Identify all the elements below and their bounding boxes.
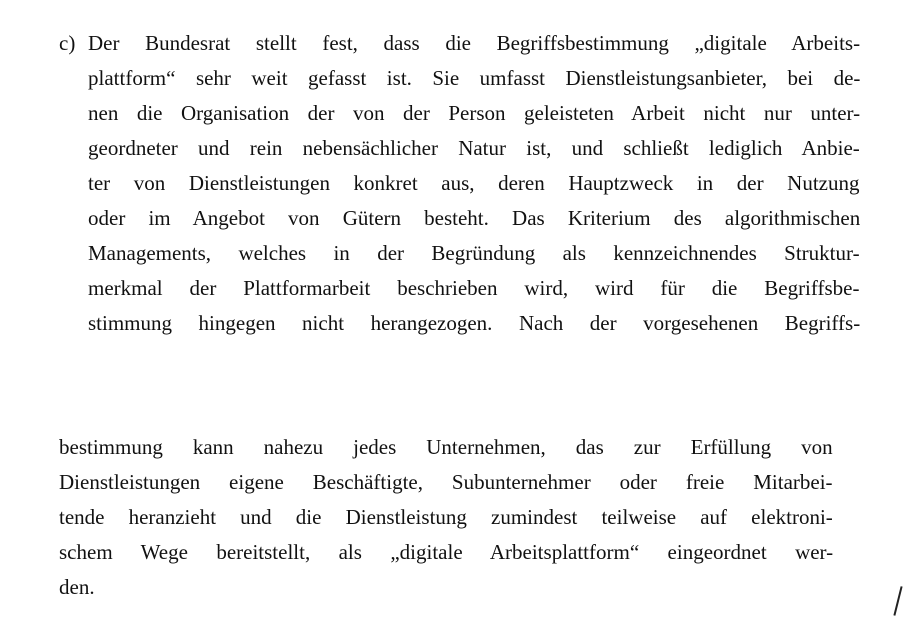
- text-line: tende heranzieht und die Dienstleistung zumindest teilweise auf elektroni-: [59, 505, 833, 529]
- text-line: geordneter und rein nebensächlicher Natur ist, und schließt lediglich Anbie-: [88, 136, 860, 160]
- text-line: bestimmung kann nahezu jedes Unternehmen, das zur Erfüllung von: [59, 435, 833, 459]
- text-line: ter von Dienstleistungen konkret aus, deren Hauptzweck in der Nutzung: [88, 171, 860, 195]
- list-marker-c: c): [59, 31, 76, 55]
- text-line: Der Bundesrat stellt fest, dass die Begriffsbestimmung „digitale Arbeits-: [88, 31, 861, 55]
- text-line: den.: [59, 575, 95, 599]
- text-line: plattform“ sehr weit gefasst ist. Sie umfasst Dienstleistungsanbieter, bei de-: [88, 66, 861, 90]
- text-line: Managements, welches in der Begründung als kennzeichnendes Struktur-: [88, 241, 860, 265]
- text-line: stimmung hingegen nicht herangezogen. Nach der vorgesehenen Begriffs-: [88, 311, 861, 335]
- text-line: Dienstleistungen eigene Beschäftigte, Subunternehmer oder freie Mitarbei-: [59, 470, 833, 494]
- text-line: merkmal der Plattformarbeit beschrieben wird, wird für die Begriffsbe-: [88, 276, 860, 300]
- text-line: nen die Organisation der von der Person geleisteten Arbeit nicht nur unter-: [88, 101, 861, 125]
- text-line: schem Wege bereitstellt, als „digitale Arbeitsplattform“ eingeordnet wer-: [59, 540, 834, 564]
- text-line: oder im Angebot von Gütern besteht. Das Kriterium des algorithmischen: [88, 206, 861, 230]
- slash-mark: [893, 586, 902, 616]
